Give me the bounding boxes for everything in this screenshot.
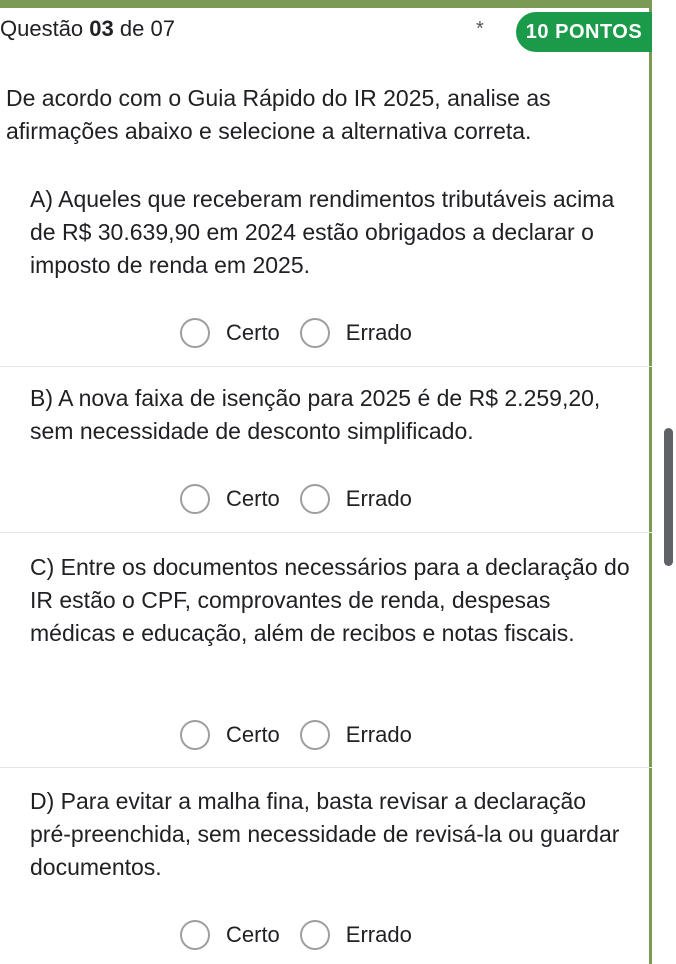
radio-button[interactable] <box>180 920 210 950</box>
option-label: Errado <box>345 722 412 747</box>
required-mark: * <box>476 18 484 40</box>
radio-button[interactable] <box>180 720 210 750</box>
question-suffix: de 07 <box>113 16 175 41</box>
statement-b: B) A nova faixa de isenção para 2025 é de R$ 2.259,20, sem necessidade de desconto simplificado. <box>30 385 601 444</box>
statement-d: D) Para evitar a malha fina, basta revisar a declaração pré-preenchida, sem necessidade de revisá-la ou guardar documentos. <box>30 788 620 880</box>
radio-button[interactable] <box>300 484 330 514</box>
radio-button[interactable] <box>300 318 330 348</box>
radio-button[interactable] <box>300 920 330 950</box>
card-accent-bar <box>0 0 652 8</box>
options-c <box>180 720 432 750</box>
question-counter <box>0 16 175 42</box>
divider <box>0 366 652 367</box>
option-d-errado[interactable] <box>300 920 412 950</box>
options-b <box>180 484 432 514</box>
option-a-certo[interactable] <box>180 318 280 348</box>
divider <box>0 767 652 768</box>
question-header <box>0 8 652 54</box>
option-c-errado[interactable] <box>300 720 412 750</box>
question-number: 03 <box>89 16 114 41</box>
option-c-certo[interactable] <box>180 720 280 750</box>
option-label: Errado <box>345 922 412 947</box>
options-a <box>180 318 432 348</box>
radio-button[interactable] <box>180 484 210 514</box>
option-label: Errado <box>345 486 412 511</box>
question-prefix: Questão <box>0 16 90 41</box>
question-prompt: De acordo com o Guia Rápido do IR 2025, analise as afirmações abaixo e selecione a alternativa correta. <box>6 85 551 144</box>
divider <box>0 532 652 533</box>
option-b-certo[interactable] <box>180 484 280 514</box>
option-d-certo[interactable] <box>180 920 280 950</box>
radio-button[interactable] <box>300 720 330 750</box>
option-label: Certo <box>226 486 280 511</box>
option-a-errado[interactable] <box>300 318 412 348</box>
option-b-errado[interactable] <box>300 484 412 514</box>
option-label: Certo <box>226 922 280 947</box>
card-right-border <box>649 0 652 964</box>
statement-a: A) Aqueles que receberam rendimentos tributáveis acima de R$ 30.639,90 em 2024 estão obrigados a declarar o imposto de renda em 2025. <box>30 186 615 278</box>
scrollbar-thumb[interactable] <box>664 428 673 566</box>
option-label: Certo <box>226 320 280 345</box>
options-d <box>180 920 432 950</box>
option-label: Certo <box>226 722 280 747</box>
radio-button[interactable] <box>180 318 210 348</box>
points-badge: 10 PONTOS <box>516 12 652 52</box>
statement-c: C) Entre os documentos necessários para a declaração do IR estão o CPF, comprovantes de renda, despesas médicas e educação, além de recibos e notas fiscais. <box>30 554 630 646</box>
option-label: Errado <box>345 320 412 345</box>
